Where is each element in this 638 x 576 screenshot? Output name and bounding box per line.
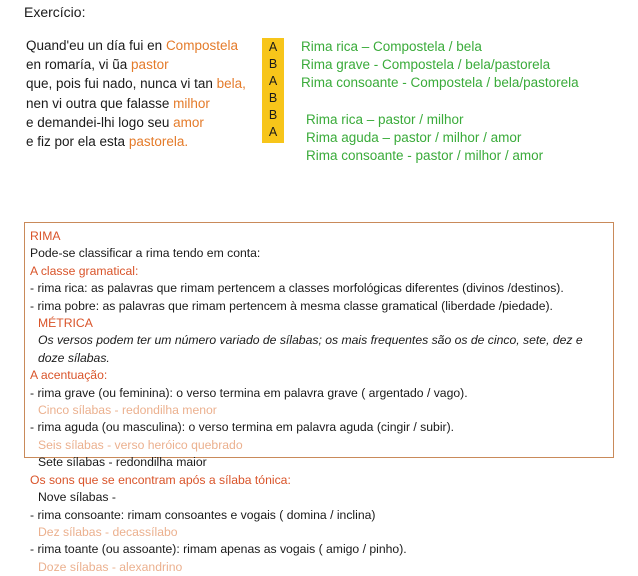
poem-line: e demandei-lhi logo seu amor bbox=[26, 114, 204, 130]
poem-line: e fiz por ela esta pastorela. bbox=[26, 134, 189, 150]
sete-silabas-line: Sete sílabas - redondilha maior bbox=[38, 455, 207, 470]
rhyme-analysis-line: Rima consoante - Compostela / bela/pastorela bbox=[301, 75, 579, 90]
poem bbox=[26, 36, 246, 151]
rhyme-analysis-line: Rima rica – pastor / milhor bbox=[306, 112, 464, 127]
exercise-title: Exercício: bbox=[24, 4, 86, 20]
scheme-letter: B bbox=[268, 108, 278, 122]
scheme-letter: B bbox=[268, 57, 278, 71]
scheme-letter: B bbox=[268, 91, 278, 105]
metrica-heading: MÉTRICA bbox=[38, 316, 93, 331]
rima-pobre-line: - rima pobre: as palavras que rimam pertencem à mesma classe gramatical (liberdade /piedade). bbox=[30, 298, 553, 313]
sons-heading: Os sons que se encontram após a sílaba tónica: bbox=[30, 472, 291, 487]
rhyme-word: amor bbox=[173, 114, 204, 130]
dez-silabas-line: Dez sílabas - decassílabo bbox=[38, 524, 178, 539]
rhyme-scheme bbox=[262, 38, 284, 143]
scheme-letter: A bbox=[268, 40, 278, 54]
scheme-letter: A bbox=[268, 74, 278, 88]
poem-line: en romaría, vi ũa pastor bbox=[26, 57, 169, 73]
cinco-silabas-line: Cinco sílabas - redondilha menor bbox=[38, 403, 217, 418]
rhyme-analysis-b bbox=[306, 111, 543, 165]
rhyme-word: pastorela. bbox=[128, 134, 189, 150]
rhyme-analysis-line: Rima aguda – pastor / milhor / amor bbox=[306, 130, 522, 145]
rima-consoante-line: - rima consoante: rimam consoantes e vogais ( domina / inclina) bbox=[30, 507, 376, 522]
rhyme-word: milhor bbox=[173, 95, 210, 111]
rhyme-analysis-a bbox=[301, 38, 579, 92]
versos-line: Os versos podem ter um número variado de sílabas; os mais frequentes são os de cinco, sete, dez e bbox=[38, 333, 583, 348]
poem-line: nen vi outra que falasse milhor bbox=[26, 95, 210, 111]
rhyme-analysis-line: Rima grave - Compostela / bela/pastorela bbox=[301, 57, 551, 72]
acentuacao-heading: A acentuação: bbox=[30, 368, 108, 383]
rhyme-analysis-line: Rima consoante - pastor / milhor / amor bbox=[306, 148, 544, 163]
poem-line: Quand'eu un día fui en Compostela bbox=[26, 38, 238, 53]
box-subheading: A classe gramatical: bbox=[30, 263, 139, 278]
rhyme-word: Compostela bbox=[165, 38, 238, 53]
rima-toante-line: - rima toante (ou assoante): rimam apenas as vogais ( amigo / pinho). bbox=[30, 542, 407, 557]
scheme-letter: A bbox=[268, 125, 278, 139]
theory-text bbox=[30, 228, 610, 576]
doze-line: doze sílabas. bbox=[38, 350, 110, 365]
box-heading: RIMA bbox=[30, 229, 61, 243]
rhyme-analysis-line: Rima rica – Compostela / bela bbox=[301, 39, 482, 54]
box-intro: Pode-se classificar a rima tendo em conta: bbox=[30, 246, 261, 261]
poem-line: que, pois fui nado, nunca vi tan bela, bbox=[26, 76, 246, 92]
rhyme-word: pastor bbox=[131, 57, 169, 73]
rhyme-word: bela, bbox=[216, 76, 246, 92]
rima-aguda-line: - rima aguda (ou masculina): o verso termina em palavra aguda (cingir / subir). bbox=[30, 420, 455, 435]
rima-rica-line: - rima rica: as palavras que rimam pertencem a classes morfológicas diferentes (divinos /destinos). bbox=[30, 281, 564, 296]
nove-silabas-line: Nove sílabas - bbox=[38, 490, 116, 505]
rima-grave-line: - rima grave (ou feminina): o verso termina em palavra grave ( argentado / vago). bbox=[30, 385, 468, 400]
seis-silabas-line: Seis sílabas - verso heróico quebrado bbox=[38, 437, 243, 452]
doze-silabas-line: Doze sílabas - alexandrino bbox=[38, 559, 183, 574]
